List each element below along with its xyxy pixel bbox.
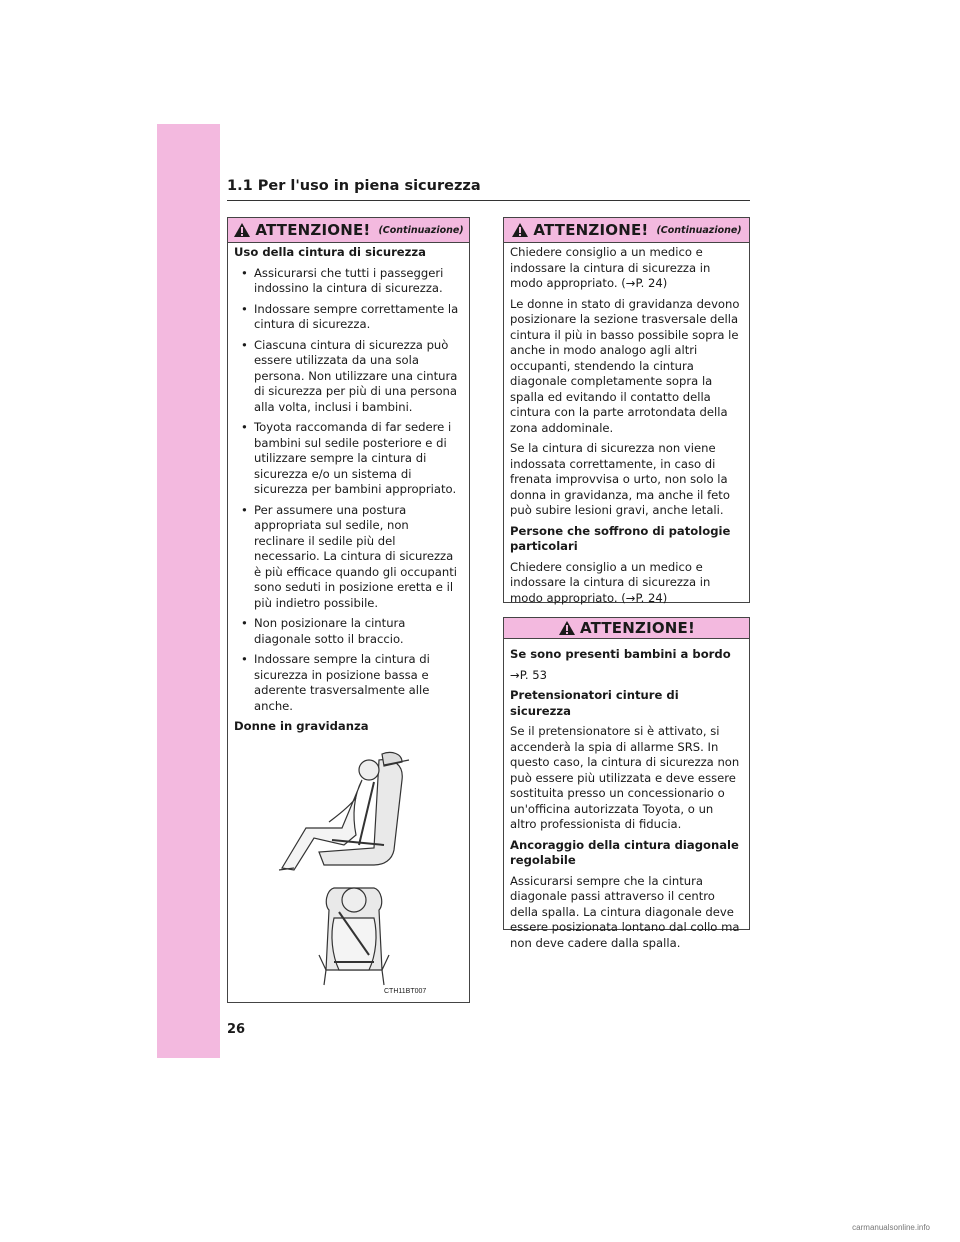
warning-title: ATTENZIONE!: [579, 619, 696, 637]
heading-pregnant-women: Donne in gravidanza: [234, 719, 369, 733]
list-item: • Per assumere una postura appropriata sul sedile, non reclinare il sedile più del necessario. La cintura di sicurezza è più efficace quando gli occupanti sono seduti in posizione eretta e il più indietro possibile.: [241, 502, 457, 610]
paragraph: Le donne in stato di gravidanza devono posizionare la sezione trasversale della cintura il più in basso possibile sopra le anche in modo analogo agli altri occupanti, stendendo la cintura diagonale completamente sopra la spalla ed evitando il contatto della cintura con la parte arrotondata della zona addominale.: [510, 296, 740, 435]
warning-title-bar: [504, 618, 749, 639]
warning-box-right-top: [503, 217, 750, 603]
heading-children-on-board: Se sono presenti bambini a bordo: [510, 647, 731, 661]
warning-title: ATTENZIONE!: [533, 221, 649, 239]
list-item: • Toyota raccomanda di far sedere i bambini sul sedile posteriore e di utilizzare sempre la cintura di sicurezza e/o un sistema di sicurezza per bambini appropriato.: [241, 420, 457, 496]
heading-pretensioners: Pretensionatori cinture di sicurezza: [510, 688, 679, 718]
paragraph: Assicurarsi sempre che la cintura diagonale passi attraverso il centro della spalla. La cintura diagonale deve essere posizionata lontano dal collo ma non deve cadere dalla spalla.: [510, 873, 740, 950]
continuation-label: (Continuazione): [656, 224, 742, 236]
paragraph: Chiedere consiglio a un medico e indossare la cintura di sicurezza in modo appropriato. (→P. 24): [510, 559, 711, 605]
warning-triangle-icon: [233, 222, 251, 238]
warning-title: ATTENZIONE!: [255, 221, 371, 239]
warning-box-left: [227, 217, 470, 1003]
warning-triangle-icon: [558, 620, 576, 636]
list-item: • Indossare sempre la cintura di sicurezza in posizione bassa e aderente trasversalmente alle anche.: [241, 652, 430, 713]
heading-seatbelt-use: Uso della cintura di sicurezza: [234, 245, 426, 259]
warning-title-bar: [228, 218, 469, 243]
paragraph: Se la cintura di sicurezza non viene indossata correttamente, in caso di frenata improvvisa o urto, non solo la donna in gravidanza, ma anche il feto può subire lesioni gravi, anche letali.: [510, 441, 730, 517]
header-rule: [227, 200, 750, 201]
paragraph: Chiedere consiglio a un medico e indossare la cintura di sicurezza in modo appropriato. (→P. 24): [510, 245, 711, 290]
bullet-list: [234, 266, 463, 715]
page-reference: →P. 53: [510, 667, 548, 682]
page-number: 26: [227, 1022, 246, 1037]
pregnant-seatbelt-illustration: [234, 740, 463, 1010]
list-item: • Indossare sempre correttamente la cintura di sicurezza.: [241, 301, 459, 331]
footer-watermark: carmanualsonline.info: [852, 1223, 930, 1232]
paragraph: Se il pretensionatore si è attivato, si accenderà la spia di allarme SRS. In questo caso, la cintura di sicurezza non può essere più utilizzata e deve essere sostituita presso un concessionario o un'officina autorizzata Toyota, o un altro professionista di fiducia.: [510, 724, 740, 831]
heading-adjustable-anchor: Ancoraggio della cintura diagonale regolabile: [510, 837, 739, 867]
page-side-tab: [157, 124, 220, 1058]
warning-box-right-bottom: [503, 617, 750, 950]
seated-woman-illustration: [234, 740, 464, 1010]
warning-title-bar: [504, 218, 749, 243]
section-header: 1.1 Per l'uso in piena sicurezza: [227, 178, 481, 194]
heading-special-conditions: Persone che soffrono di patologie particolari: [510, 523, 731, 553]
figure-code: CTH11BT007: [384, 988, 427, 995]
warning-triangle-icon: [511, 222, 529, 238]
list-item: • Non posizionare la cintura diagonale sotto il braccio.: [241, 616, 406, 646]
list-item: • Assicurarsi che tutti i passeggeri indossino la cintura di sicurezza.: [241, 265, 444, 295]
list-item: • Ciascuna cintura di sicurezza può essere utilizzata da una sola persona. Non utilizzare una cintura di sicurezza per più di una persona alla volta, inclusi i bambini.: [241, 337, 458, 414]
continuation-label: (Continuazione): [378, 224, 464, 236]
